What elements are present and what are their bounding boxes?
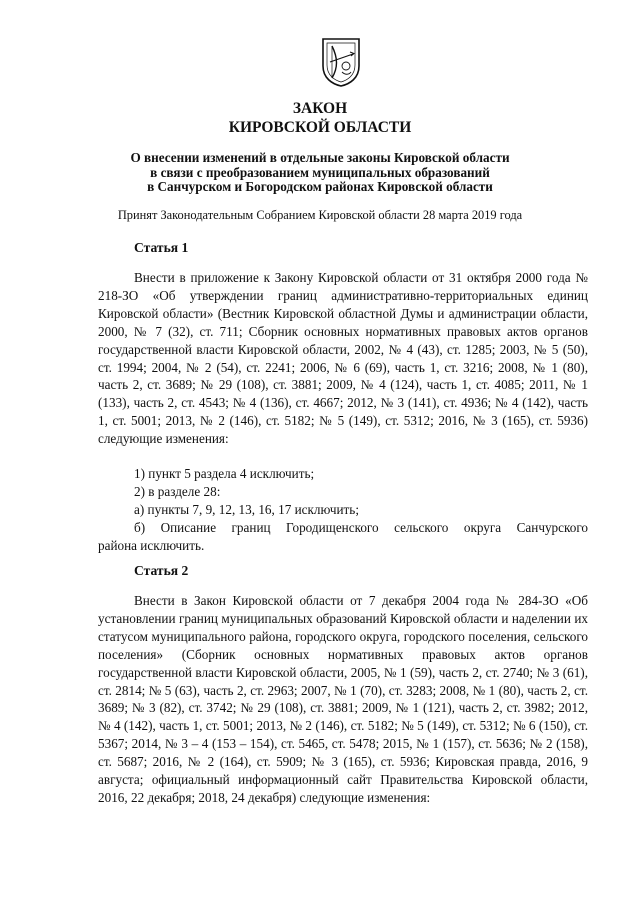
article-1-item-1: 1) пункт 5 раздела 4 исключить; bbox=[134, 466, 315, 481]
article-1-item-2a: а) пункты 7, 9, 12, 13, 16, 17 исключить; bbox=[134, 502, 359, 517]
document-title-line-2: КИРОВСКОЙ ОБЛАСТИ bbox=[228, 119, 412, 136]
article-2-heading: Статья 2 bbox=[134, 563, 189, 578]
article-1-item-2b-line-1: б) Описание границ Городищенского сельского округа Санчурского bbox=[134, 520, 588, 535]
article-1-heading: Статья 1 bbox=[134, 240, 189, 255]
article-1-item-2: 2) в разделе 28: bbox=[134, 484, 221, 499]
subtitle-line-1: О внесении изменений в отдельные законы Кировской области bbox=[130, 150, 510, 165]
subtitle-line-3: в Санчурском и Богородском районах Кировской области bbox=[147, 179, 493, 194]
adoption-note: Принят Законодательным Собранием Кировской области 28 марта 2019 года bbox=[117, 208, 523, 222]
document-title-line-1: ЗАКОН bbox=[292, 100, 348, 117]
subtitle-line-2: в связи с преобразованием муниципальных образований bbox=[150, 164, 490, 180]
article-1-item-2b-line-2: района исключить. bbox=[98, 538, 205, 553]
article-2-body: Внести в Закон Кировской области от 7 декабря 2004 года № 284-ЗО «Об установлении границ муниципальных образований Кировской области и наделении их статусом муниципального района, городского округа, городского поселения, сельского поселения» (Сборник основных нормативных правовых актов органов государственной власти Кировской области, 2005, № 1 (59), часть 2, ст. 2740; № 3 (61), ст. 2814; № 5 (63), часть 2, ст. 2963; 2007, № 1 (70), ст. 3283; 2008, № 1 (80), часть 2, ст. 3689; № 3 (82), ст. 3742; № 29 (108), ст. 3881; 2009, № 1 (121), часть 2, ст. 3982; 2012, № 4 (142), часть 1, ст. 5001; 2013, № 2 (146), ст. 5182; № 5 (149), ст. 5312; № 6 (150), ст. 5367; 2014, № 3 – 4 (153 – 154), ст. 5465, ст. 5478; 2015, № 1 (157), ст. 5636; № 2 (158), ст. 5687; 2016, № 2 (164), ст. 5909; № 3 (165), ст. 5936; Кировская правда, 2016, 9 августа; официальный информационный сайт Правительства Кировской области, 2016, 22 декабря; 2018, 24 декабря) следующие изменения: bbox=[98, 593, 588, 805]
article-1-body: Внести в приложение к Закону Кировской области от 31 октября 2000 года № 218-ЗО «Об утверждении границ административно-территориальных единиц Кировской области» (Вестник Кировской областной Думы и администрации области, 2000, № 7 (32), ст. 711; Сборник основных нормативных правовых актов органов государственной власти Кировской области, 2002, № 4 (43), ст. 1285; 2003, № 5 (50), ст. 1994; 2004, № 2 (54), ст. 2241; 2006, № 6 (69), часть 1, ст. 3216; 2008, № 1 (80), часть 2, ст. 3689; № 29 (108), ст. 3881; 2009, № 4 (124), часть 1, ст. 4085; 2011, № 1 (133), часть 2, ст. 4543; № 4 (136), ст. 4667; 2012, № 3 (141), ст. 4936; № 4 (142), часть 1, ст. 5001; 2013, № 2 (146), ст. 5182; № 5 (149), ст. 5312; 2016, № 3 (165), ст. 5936) следующие изменения: bbox=[98, 270, 588, 447]
coat-of-arms-icon bbox=[320, 36, 362, 88]
